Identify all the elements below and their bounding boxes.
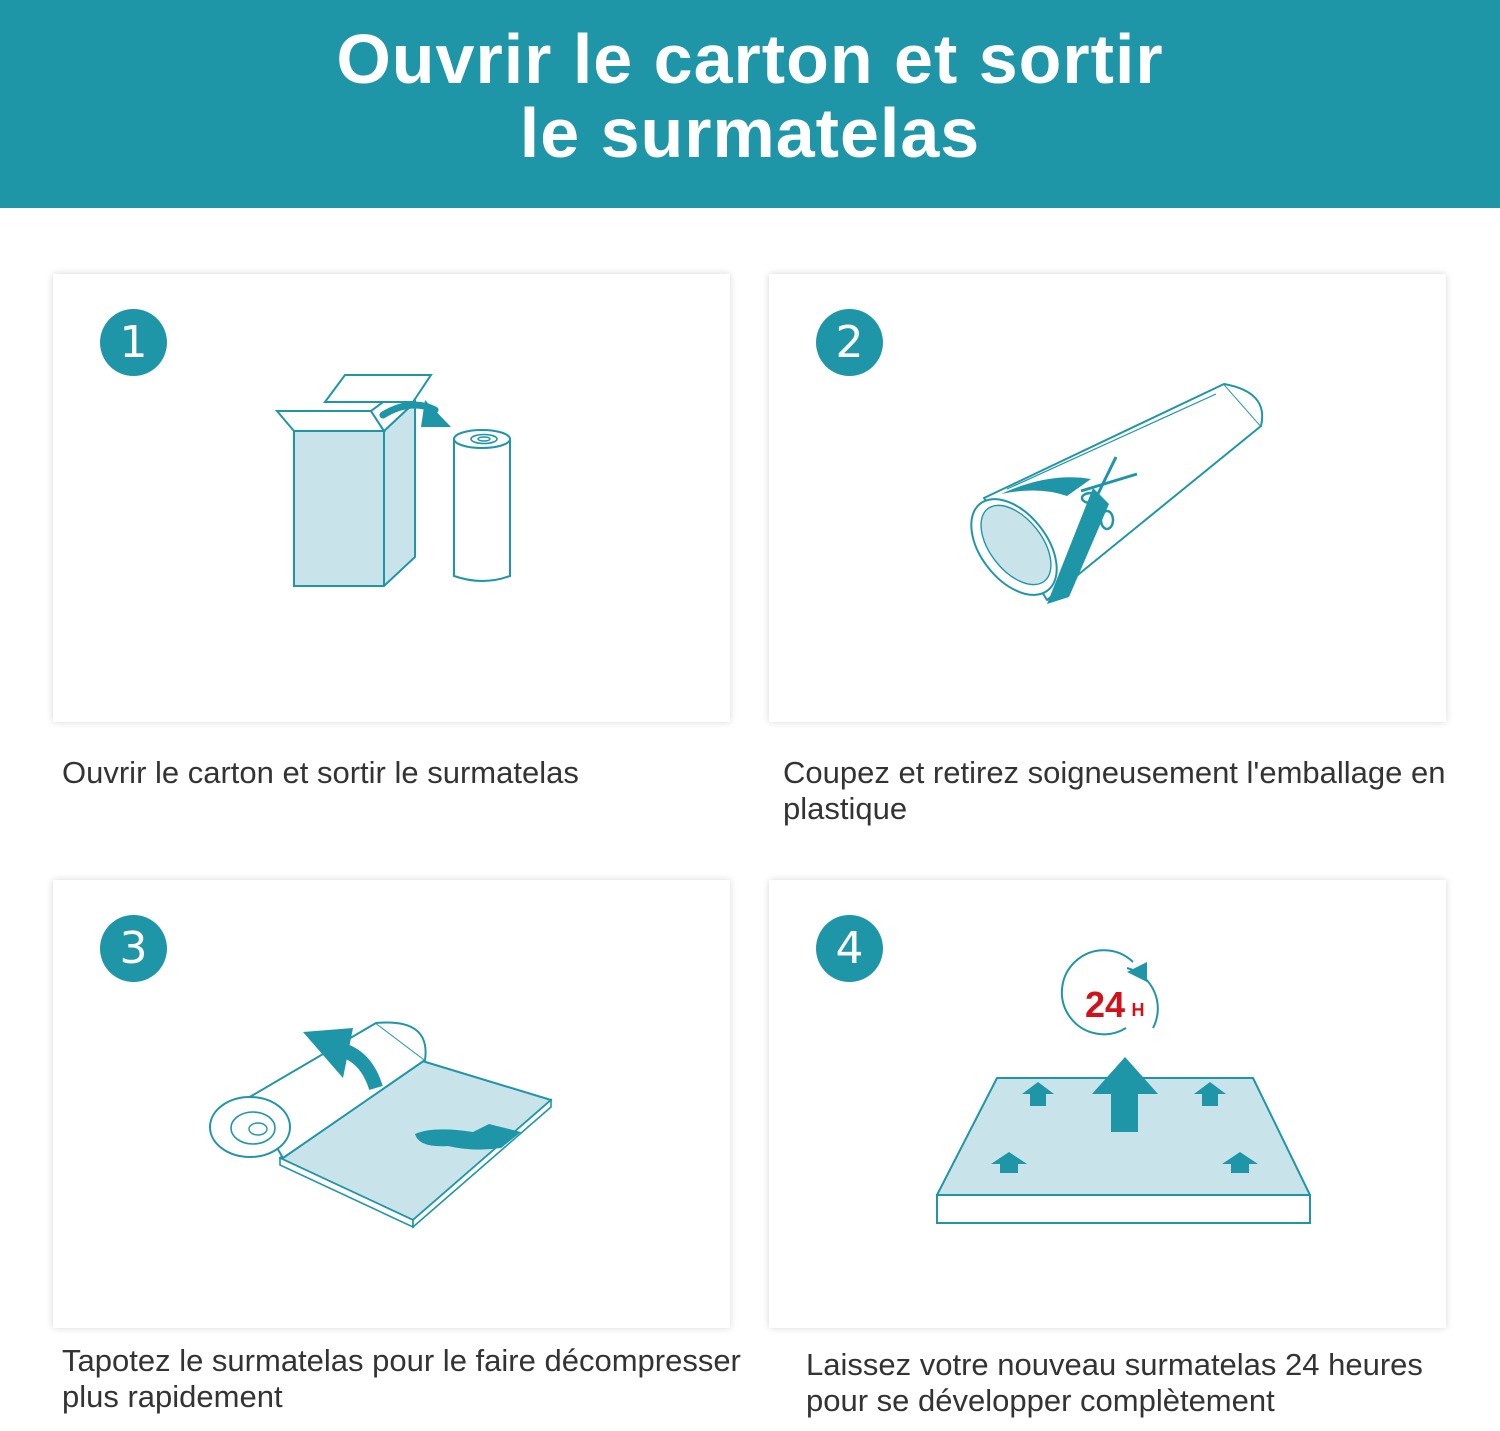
step-1-caption: Ouvrir le carton et sortir le surmatelas: [62, 755, 579, 790]
page-title-line-2: le surmatelas: [519, 94, 981, 172]
step-4-badge: 4: [816, 915, 883, 982]
page-title-line-1: Ouvrir le carton et sortir: [336, 20, 1164, 98]
step-2-badge: 2: [816, 309, 883, 376]
step-3-caption: Tapotez le surmatelas pour le faire décompresser plus rapidement: [62, 1343, 741, 1414]
header-banner: [0, 0, 1500, 208]
page-title: [0, 22, 1500, 170]
timer-unit: H: [1131, 1000, 1145, 1020]
step-3-card: [53, 880, 730, 1328]
step-2-caption: Coupez et retirez soigneusement l'emballage en plastique: [783, 755, 1446, 826]
step-3-badge: 3: [100, 915, 167, 982]
step-4-caption: Laissez votre nouveau surmatelas 24 heures pour se développer complètement: [806, 1347, 1423, 1418]
step-4-card: [769, 880, 1446, 1328]
step-1-card: [53, 274, 730, 722]
timer-number: 24: [1084, 984, 1126, 1025]
step-2-card: [769, 274, 1446, 722]
step-1-badge: 1: [100, 309, 167, 376]
